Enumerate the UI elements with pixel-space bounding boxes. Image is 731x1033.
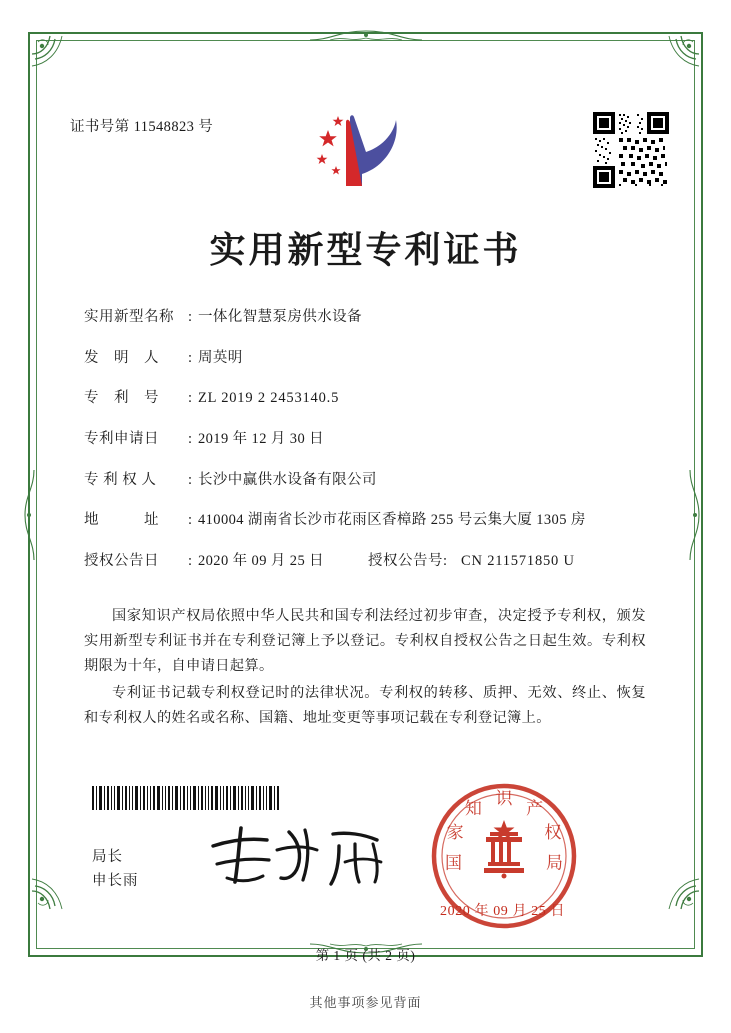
field-value: ZL 2019 2 2453140.5 bbox=[198, 390, 340, 407]
cnipa-logo-icon bbox=[306, 108, 402, 192]
field-colon: : bbox=[188, 512, 193, 529]
field-label: 专 利 权 人 bbox=[84, 471, 157, 488]
field-row-grant-announcement bbox=[84, 552, 644, 570]
handwritten-signature-icon bbox=[205, 820, 405, 890]
border-ornament-left-icon bbox=[22, 470, 40, 565]
field-row-application-date bbox=[84, 430, 644, 448]
corner-ornament-icon bbox=[30, 34, 76, 80]
legal-text bbox=[84, 604, 646, 733]
svg-text:局: 局 bbox=[545, 853, 563, 874]
svg-text:识: 识 bbox=[495, 789, 513, 809]
field-colon: : bbox=[188, 349, 193, 366]
field-colon: : bbox=[443, 552, 448, 569]
signature-block bbox=[92, 845, 139, 893]
page-number: 第 1 页 (共 2 页) bbox=[315, 948, 416, 963]
paragraph-grant: 国家知识产权局依照中华人民共和国专利法经过初步审查，决定授予专利权，颁发实用新型专利证书并在专利登记簿上予以登记。专利权自授权公告之日起生效。专利权期限为十年，自申请日起算。 bbox=[84, 608, 646, 674]
footer-note: 其他事项参见背面 bbox=[309, 995, 422, 1010]
svg-text:产: 产 bbox=[526, 798, 544, 819]
field-label: 授权公告日 bbox=[84, 552, 159, 569]
field-value-announcement-number: CN 211571850 U bbox=[461, 552, 575, 569]
field-row-invention-name bbox=[84, 308, 644, 326]
corner-ornament-icon bbox=[655, 865, 701, 911]
field-value: 410004 湖南省长沙市花雨区香樟路 255 号云集大厦 1305 房 bbox=[198, 512, 586, 529]
corner-ornament-icon bbox=[655, 34, 701, 80]
border-ornament-right-icon bbox=[684, 470, 702, 565]
corner-ornament-icon bbox=[30, 865, 76, 911]
certificate-number: 证书号第 11548823 号 bbox=[70, 119, 214, 135]
svg-text:家: 家 bbox=[446, 823, 464, 844]
field-value: 2019 年 12 月 30 日 bbox=[198, 430, 325, 447]
signature-name-label: 申长雨 bbox=[92, 873, 139, 889]
field-list bbox=[84, 308, 644, 592]
field-label: 地 址 bbox=[84, 512, 159, 529]
field-colon: : bbox=[188, 309, 193, 325]
svg-text:知: 知 bbox=[464, 798, 482, 819]
border-ornament-top-icon bbox=[310, 28, 422, 51]
field-label: 专 利 号 bbox=[84, 390, 159, 407]
field-row-patent-number bbox=[84, 389, 644, 407]
field-colon: : bbox=[188, 552, 193, 569]
field-label: 专利申请日 bbox=[84, 430, 159, 447]
barcode bbox=[92, 786, 280, 810]
field-row-patentee bbox=[84, 471, 644, 489]
svg-text:权: 权 bbox=[544, 823, 562, 844]
signature-role-label: 局长 bbox=[92, 849, 123, 865]
seal-date: 2020 年 09 月 25 日 bbox=[440, 904, 566, 919]
field-row-address bbox=[84, 511, 644, 529]
paragraph-register: 专利证书记载专利权登记时的法律状况。专利权的转移、质押、无效、终止、恢复和专利权人的姓名或名称、国籍、地址变更等事项记载在专利登记簿上。 bbox=[84, 685, 646, 726]
field-colon: : bbox=[188, 390, 193, 407]
field-row-inventor bbox=[84, 349, 644, 367]
field-label-announcement-number: 授权公告号 bbox=[368, 552, 444, 569]
page-title: 实用新型专利证书 bbox=[209, 229, 522, 271]
field-label: 实用新型名称 bbox=[84, 309, 174, 325]
field-value: 长沙中赢供水设备有限公司 bbox=[198, 471, 377, 488]
svg-text:国: 国 bbox=[445, 853, 463, 874]
field-colon: : bbox=[188, 471, 193, 488]
field-colon: : bbox=[188, 430, 193, 447]
field-value: 一体化智慧泵房供水设备 bbox=[198, 309, 362, 325]
qr-code bbox=[593, 112, 669, 188]
field-value: 2020 年 09 月 25 日 bbox=[198, 552, 325, 569]
field-value: 周英明 bbox=[198, 349, 243, 366]
field-label: 发 明 人 bbox=[84, 349, 159, 366]
